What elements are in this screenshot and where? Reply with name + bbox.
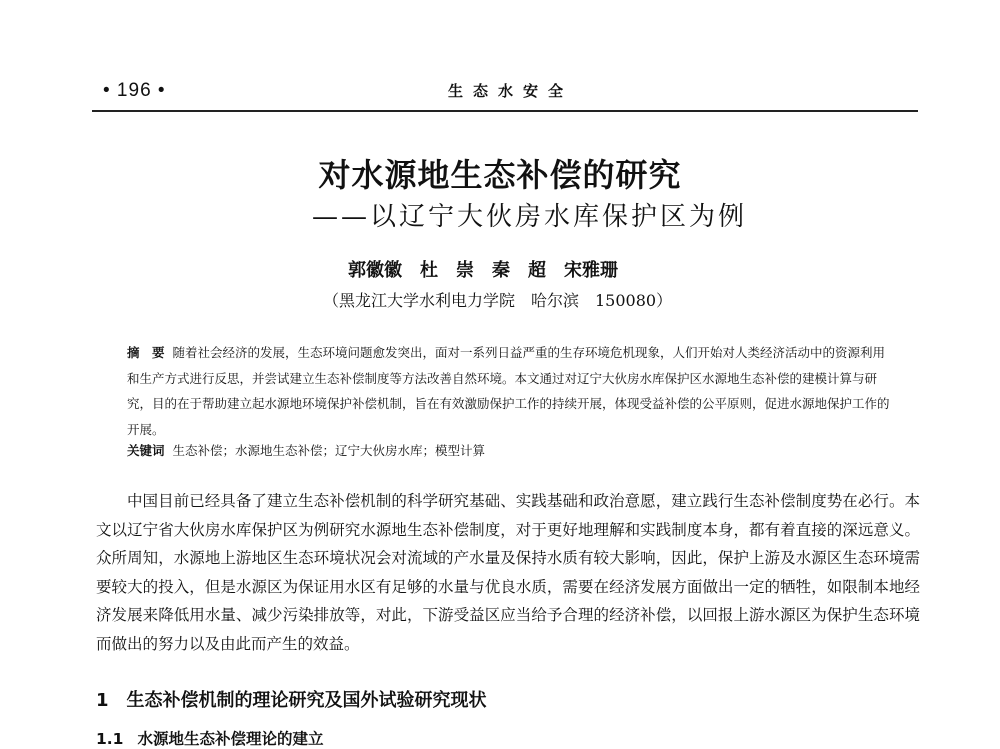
- abstract-text: 随着社会经济的发展，生态环境问题愈发突出，面对一系列日益严重的生存环境危机现象，人们开始对人类经济活动中的资源利用和生产方式进行反思，并尝试建立生态补偿制度等方法改善自然环境。本文通过对辽宁大伙房水库保护区水源地生态补偿的建模计算与研究，目的在于帮助建立起水源地环境保护补偿机制，旨在有效激励保护工作的持续开展，体现受益补偿的公平原则，促进水源地保护工作的开展。: [127, 345, 890, 437]
- affiliation: （黑龙江大学水利电力学院 哈尔滨 150080）: [323, 291, 673, 310]
- page-number: • 196 •: [103, 80, 166, 101]
- section-title: 水源地生态补偿理论的建立: [137, 730, 324, 748]
- section-number: 1.1: [96, 730, 124, 748]
- keywords: [127, 441, 892, 459]
- section-number: 1: [96, 690, 109, 711]
- abstract-label: 摘 要: [127, 345, 165, 360]
- article-subtitle: ——以辽宁大伙房水库保护区为例: [312, 202, 748, 232]
- abstract: [127, 340, 892, 442]
- header-rule: [92, 110, 918, 112]
- article-title: 对水源地生态补偿的研究: [318, 156, 682, 194]
- section-heading-1-1: [96, 727, 323, 749]
- section-heading-1: [96, 686, 487, 712]
- running-head: 生态水安全: [448, 82, 574, 100]
- section-title: 生态补偿机制的理论研究及国外试验研究现状: [126, 690, 487, 711]
- keywords-text: 生态补偿；水源地生态补偿；辽宁大伙房水库；模型计算: [172, 443, 486, 458]
- authors: 郭徽徽 杜 崇 秦 超 宋雅珊: [348, 260, 618, 281]
- keywords-label: 关键词: [127, 443, 165, 458]
- body-paragraph: 中国目前已经具备了建立生态补偿机制的科学研究基础、实践基础和政治意愿，建立践行生态补偿制度势在必行。本文以辽宁省大伙房水库保护区为例研究水源地生态补偿制度，对于更好地理解和实践制度本身，都有着直接的深远意义。众所周知，水源地上游地区生态环境状况会对流域的产水量及保持水质有较大影响，因此，保护上游及水源区生态环境需要较大的投入，但是水源区为保证用水区有足够的水量与优良水质，需要在经济发展方面做出一定的牺牲，如限制本地经济发展来降低用水量、减少污染排放等，对此，下游受益区应当给予合理的经济补偿，以回报上游水源区为保护生态环境而做出的努力以及由此而产生的效益。: [96, 492, 920, 653]
